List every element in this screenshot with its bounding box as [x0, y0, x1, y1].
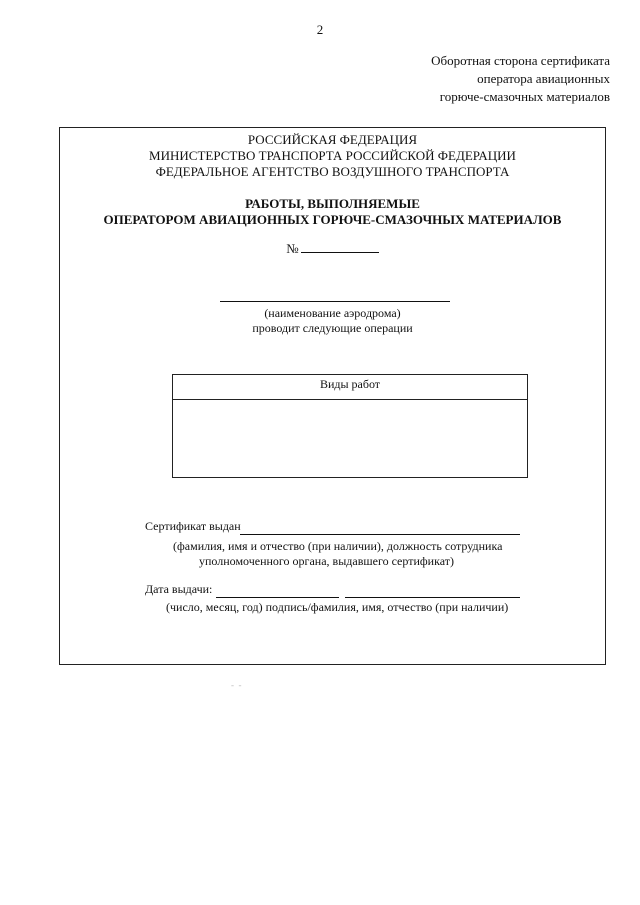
number-blank-line[interactable] — [301, 240, 379, 253]
works-table-header: Виды работ — [173, 375, 527, 400]
header-agency: ФЕДЕРАЛЬНОЕ АГЕНТСТВО ВОЗДУШНОГО ТРАНСПОРТА — [155, 164, 510, 179]
side-note-line: Оборотная сторона сертификата — [431, 53, 610, 68]
issued-label: Сертификат выдан — [145, 519, 241, 533]
certificate-frame — [59, 127, 606, 665]
works-table-body[interactable] — [173, 400, 527, 478]
operations-text: проводит следующие операции — [252, 321, 413, 335]
scan-artifact: - - — [231, 680, 242, 690]
issued-caption-2: уполномоченного органа, выдавшего сертификат) — [199, 554, 454, 568]
signature-blank-line[interactable] — [345, 597, 520, 598]
aerodrome-caption: (наименование аэродрома) — [264, 306, 401, 320]
side-note-line: оператора авиационных — [477, 71, 610, 86]
certificate-title-line-2: ОПЕРАТОРОМ АВИАЦИОННЫХ ГОРЮЧЕ-СМАЗОЧНЫХ МАТЕРИАЛОВ — [103, 212, 562, 227]
side-note-line: горюче-смазочных материалов — [439, 89, 610, 104]
page-number: 2 — [316, 22, 324, 37]
issued-blank-line[interactable] — [240, 534, 520, 535]
certificate-title-line-1: РАБОТЫ, ВЫПОЛНЯЕМЫЕ — [245, 196, 420, 211]
certificate-side-note — [431, 52, 610, 106]
number-sign: № — [286, 241, 299, 256]
date-caption: (число, месяц, год) подпись/фамилия, имя, отчество (при наличии) — [166, 600, 509, 614]
certificate-number — [60, 240, 605, 257]
header-country: РОССИЙСКАЯ ФЕДЕРАЦИЯ — [247, 132, 418, 147]
date-blank-line[interactable] — [216, 597, 339, 598]
works-table — [172, 374, 528, 478]
aerodrome-name-line[interactable] — [220, 301, 450, 302]
date-label: Дата выдачи: — [145, 582, 213, 596]
issued-caption-1: (фамилия, имя и отчество (при наличии), должность сотрудника — [173, 539, 503, 553]
header-ministry: МИНИСТЕРСТВО ТРАНСПОРТА РОССИЙСКОЙ ФЕДЕРАЦИИ — [149, 148, 516, 163]
